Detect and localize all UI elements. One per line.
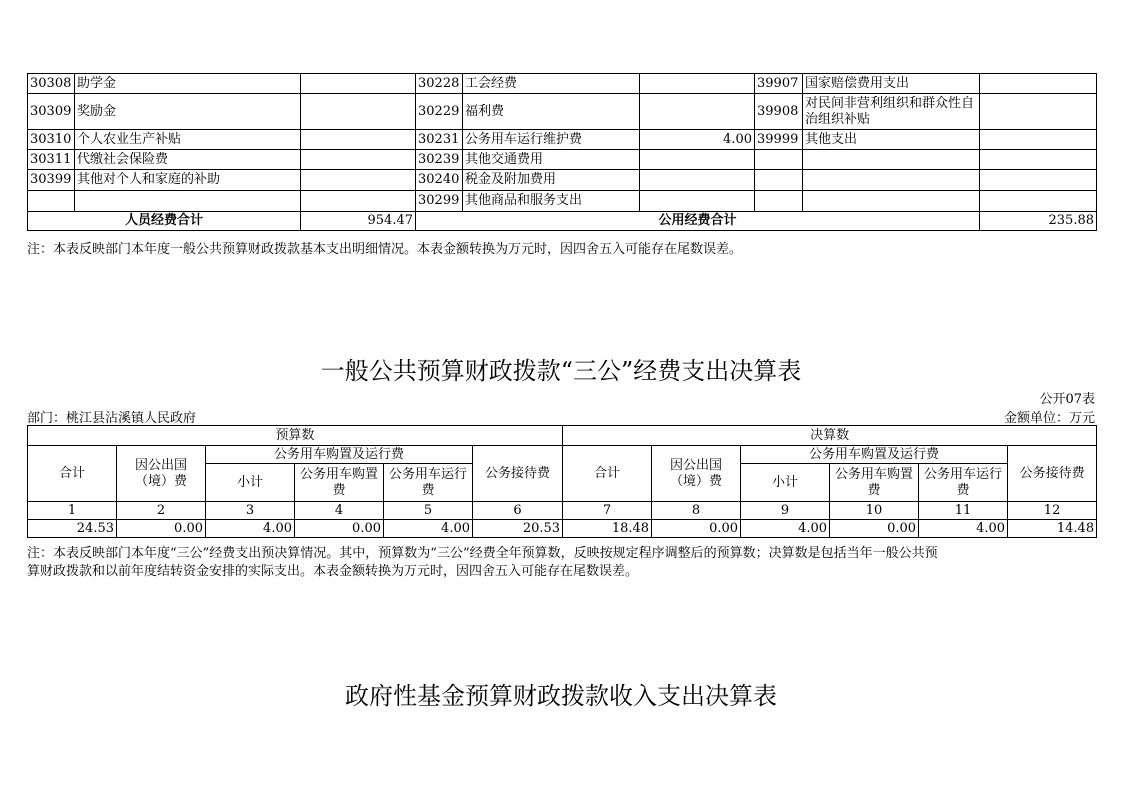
column-number-cell: 7: [563, 502, 652, 520]
group2-item-name-cell: 税金及附加费用: [463, 170, 640, 191]
group2-item-name-cell: 工会经费: [463, 74, 640, 94]
budget-vehicle-group-header: 公务用车购置及运行费: [206, 446, 473, 464]
group3-item-name-cell: [803, 150, 980, 170]
group2-amount-cell: [640, 170, 755, 191]
group2-amount-cell: [640, 74, 755, 94]
group3-item-name-cell: 国家赔偿费用支出: [803, 74, 980, 94]
column-number-cell: 9: [741, 502, 830, 520]
group2-amount-cell: 4.00: [640, 130, 755, 150]
basic-expenditure-table: [27, 73, 1097, 231]
gov-fund-title: 政府性基金预算财政拨款收入支出决算表: [345, 682, 777, 710]
value-cell: 4.00: [384, 520, 473, 538]
column-number-cell: 4: [295, 502, 384, 520]
group3-econ-code-cell: [755, 150, 803, 170]
group1-econ-code-cell: 30310: [28, 130, 75, 150]
three-public-title: 一般公共预算财政拨款“三公”经费支出决算表: [320, 357, 802, 385]
value-cell: 0.00: [117, 520, 206, 538]
value-cell: 24.53: [28, 520, 117, 538]
column-number-cell: 11: [919, 502, 1008, 520]
personnel-total-value: 954.47: [301, 212, 416, 231]
group3-amount-cell: [980, 130, 1097, 150]
column-number-cell: 12: [1008, 502, 1097, 520]
table-row: [28, 191, 1097, 212]
group1-item-name-cell: 其他对个人和家庭的补助: [75, 170, 301, 191]
table-row: [28, 130, 1097, 150]
group3-amount-cell: [980, 74, 1097, 94]
group1-amount-cell: [301, 170, 416, 191]
group2-econ-code-cell: 30228: [416, 74, 463, 94]
group1-amount-cell: [301, 94, 416, 130]
table-row: [28, 170, 1097, 191]
group3-econ-code-cell: 39999: [755, 130, 803, 150]
group1-amount-cell: [301, 130, 416, 150]
final-subtotal-header: 小计: [741, 464, 830, 502]
budget-vehicle-purchase-header: 公务用车购置费: [295, 464, 384, 502]
unit-label: 金额单位：万元: [1003, 411, 1095, 426]
column-number-cell: 6: [473, 502, 563, 520]
group2-amount-cell: [640, 191, 755, 212]
three-public-table: [27, 425, 1097, 538]
final-vehicle-group-header: 公务用车购置及运行费: [741, 446, 1008, 464]
budget-total-header: 合计: [28, 446, 117, 502]
group3-econ-code-cell: [755, 170, 803, 191]
group1-amount-cell: [301, 150, 416, 170]
table-code: 公开07表: [1039, 392, 1095, 407]
public-total-label: 公用经费合计: [416, 212, 980, 231]
group2-econ-code-cell: 30229: [416, 94, 463, 130]
table2-note-line2: 算财政拨款和以前年度结转资金安排的实际支出。本表金额转换为万元时，因四舍五入可能存在尾数误差。: [27, 564, 639, 579]
table-row: [28, 150, 1097, 170]
group1-item-name-cell: 个人农业生产补贴: [75, 130, 301, 150]
value-cell: 4.00: [919, 520, 1008, 538]
column-number-cell: 8: [652, 502, 741, 520]
group3-item-name-cell: 其他支出: [803, 130, 980, 150]
column-number-cell: 10: [830, 502, 919, 520]
group1-item-name-cell: 奖励金: [75, 94, 301, 130]
group2-item-name-cell: 福利费: [463, 94, 640, 130]
budget-subtotal-header: 小计: [206, 464, 295, 502]
group2-amount-cell: [640, 94, 755, 130]
group3-amount-cell: [980, 94, 1097, 130]
group2-item-name-cell: 公务用车运行维护费: [463, 130, 640, 150]
group2-amount-cell: [640, 150, 755, 170]
group2-item-name-cell: 其他商品和服务支出: [463, 191, 640, 212]
group3-item-name-cell: 对民间非营利组织和群众性自治组织补贴: [803, 94, 980, 130]
budget-header: 预算数: [28, 426, 563, 446]
value-cell: 20.53: [473, 520, 563, 538]
basic-expenditure-table-body: [28, 74, 1097, 212]
column-number-row: [28, 502, 1097, 520]
column-number-cell: 5: [384, 502, 473, 520]
group1-item-name-cell: 代缴社会保险费: [75, 150, 301, 170]
value-cell: 0.00: [295, 520, 384, 538]
group3-amount-cell: [980, 170, 1097, 191]
table-row: [28, 94, 1097, 130]
group2-econ-code-cell: 30240: [416, 170, 463, 191]
value-cell: 0.00: [652, 520, 741, 538]
table-row: [28, 74, 1097, 94]
personnel-total-label: 人员经费合计: [28, 212, 301, 231]
column-number-cell: 2: [117, 502, 206, 520]
group3-amount-cell: [980, 150, 1097, 170]
group2-econ-code-cell: 30299: [416, 191, 463, 212]
column-number-cell: 3: [206, 502, 295, 520]
table2-note-line1: 注：本表反映部门本年度“三公”经费支出预决算情况。其中，预算数为“三公”经费全年预算数，反映按规定程序调整后的预算数；决算数是包括当年一般公共预: [27, 546, 938, 561]
budget-abroad-header: 因公出国（境）费: [117, 446, 206, 502]
group3-amount-cell: [980, 191, 1097, 212]
group1-amount-cell: [301, 191, 416, 212]
group3-item-name-cell: [803, 191, 980, 212]
group2-item-name-cell: 其他交通费用: [463, 150, 640, 170]
totals-row: [28, 212, 1097, 231]
group3-econ-code-cell: [755, 191, 803, 212]
group1-amount-cell: [301, 74, 416, 94]
group3-econ-code-cell: 39908: [755, 94, 803, 130]
budget-vehicle-operation-header: 公务用车运行费: [384, 464, 473, 502]
value-cell: 4.00: [741, 520, 830, 538]
group1-econ-code-cell: 30399: [28, 170, 75, 191]
group1-econ-code-cell: 30311: [28, 150, 75, 170]
value-cell: 4.00: [206, 520, 295, 538]
value-row: [28, 520, 1097, 538]
value-cell: 18.48: [563, 520, 652, 538]
group1-item-name-cell: [75, 191, 301, 212]
department-label: 部门：桃江县沾溪镇人民政府: [27, 411, 197, 426]
table1-note: 注：本表反映部门本年度一般公共预算财政拨款基本支出明细情况。本表金额转换为万元时，因四舍五入可能存在尾数误差。: [27, 242, 743, 257]
value-cell: 14.48: [1008, 520, 1097, 538]
group1-econ-code-cell: 30308: [28, 74, 75, 94]
final-total-header: 合计: [563, 446, 652, 502]
final-reception-header: 公务接待费: [1008, 446, 1097, 502]
group1-item-name-cell: 助学金: [75, 74, 301, 94]
group3-econ-code-cell: 39907: [755, 74, 803, 94]
group2-econ-code-cell: 30239: [416, 150, 463, 170]
public-total-value: 235.88: [980, 212, 1097, 231]
column-number-cell: 1: [28, 502, 117, 520]
final-vehicle-operation-header: 公务用车运行费: [919, 464, 1008, 502]
final-header: 决算数: [563, 426, 1097, 446]
value-cell: 0.00: [830, 520, 919, 538]
group2-econ-code-cell: 30231: [416, 130, 463, 150]
final-abroad-header: 因公出国（境）费: [652, 446, 741, 502]
final-vehicle-purchase-header: 公务用车购置费: [830, 464, 919, 502]
group3-item-name-cell: [803, 170, 980, 191]
budget-reception-header: 公务接待费: [473, 446, 563, 502]
group1-econ-code-cell: 30309: [28, 94, 75, 130]
group1-econ-code-cell: [28, 191, 75, 212]
